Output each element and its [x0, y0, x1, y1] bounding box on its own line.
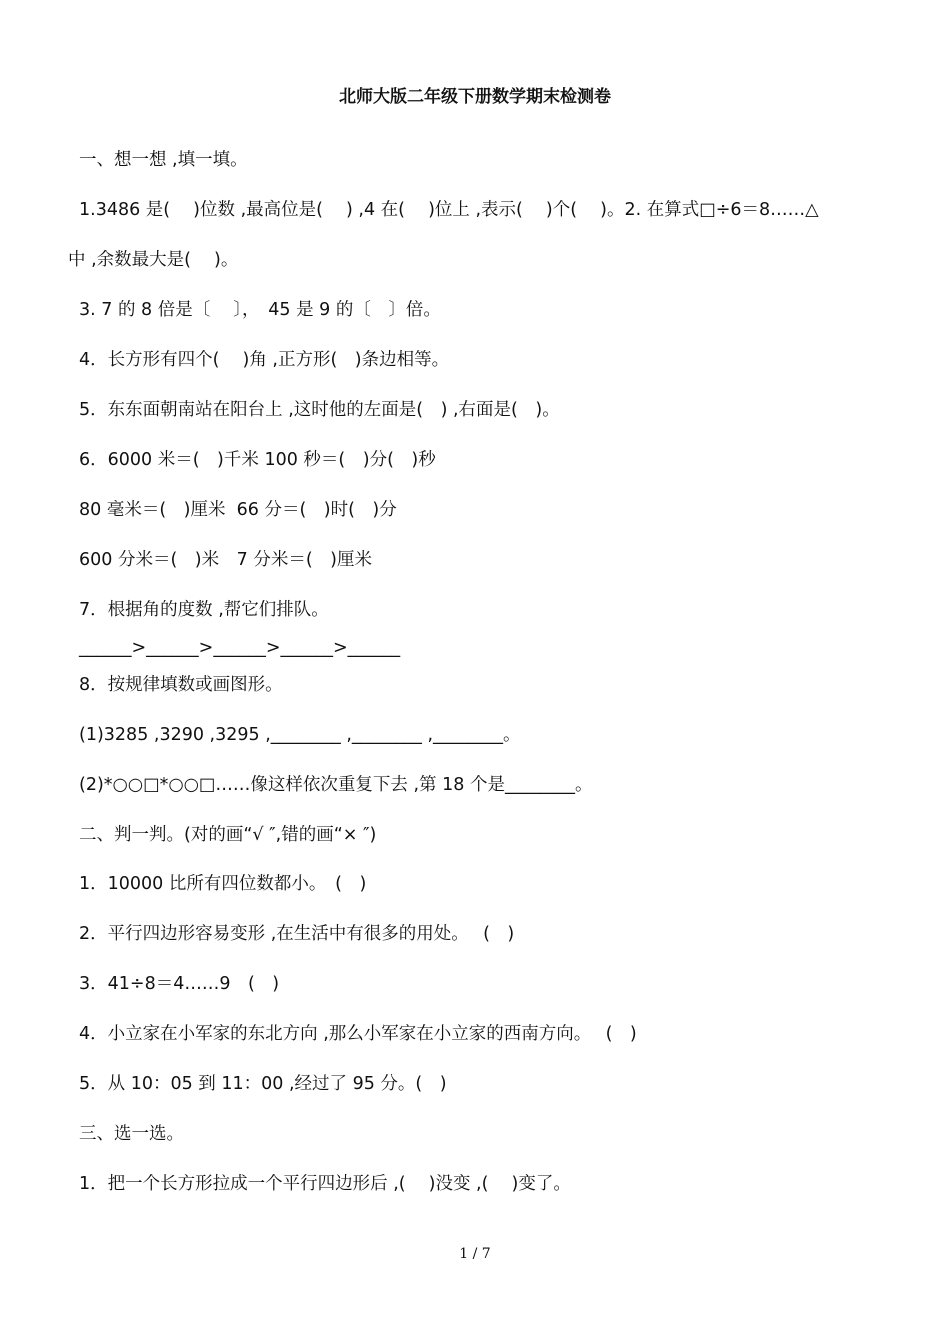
question-1-5: 5．东东面朝南站在阳台上 ,这时他的左面是( ) ,右面是( )。: [79, 400, 560, 420]
question-1-2-cont: 中 ,余数最大是( )。: [68, 250, 239, 270]
question-1-3: 3. 7 的 8 倍是〔 〕， 45 是 9 的〔 〕倍。: [79, 300, 441, 320]
question-1-8: 8．按规律填数或画图形。: [79, 675, 283, 695]
question-2-3: 3．41÷8＝4……9 ( ): [79, 974, 280, 994]
question-1-7: 7．根据角的度数 ,帮它们排队。: [79, 600, 329, 620]
question-2-5: 5．从 10：05 到 11：00 ,经过了 95 分。( ): [79, 1074, 447, 1094]
section-3-heading: 三、选一选。: [79, 1124, 184, 1144]
question-1-8-2: (2)*○○□*○○□……像这样依次重复下去 ,第 18 个是________。: [79, 775, 593, 795]
question-1-8-1: (1)3285 ,3290 ,3295 ,________ ,________ ,________。: [79, 725, 521, 745]
section-2-heading: 二、判一判。(对的画“√ ″,错的画“× ″): [79, 825, 377, 845]
page-title: 北师大版二年级下册数学期末检测卷: [339, 87, 611, 107]
question-1-6c: 600 分米＝( )米 7 分米＝( )厘米: [79, 550, 372, 570]
question-1-7-blanks: ______>______>______>______>______: [79, 638, 401, 658]
question-2-1: 1．10000 比所有四位数都小。 ( ): [79, 874, 367, 894]
question-1-4: 4．长方形有四个( )角 ,正方形( )条边相等。: [79, 350, 450, 370]
question-3-1: 1．把一个长方形拉成一个平行四边形后 ,( )没变 ,( )变了。: [79, 1174, 571, 1194]
section-1-heading: 一、想一想 ,填一填。: [79, 150, 248, 170]
question-1-6a: 6．6000 米＝( )千米 100 秒＝( )分( )秒: [79, 450, 436, 470]
question-2-2: 2．平行四边形容易变形 ,在生活中有很多的用处。 ( ): [79, 924, 515, 944]
question-2-4: 4．小立家在小军家的东北方向 ,那么小军家在小立家的西南方向。 ( ): [79, 1024, 637, 1044]
question-1-1: 1.3486 是( )位数 ,最高位是( ) ,4 在( )位上 ,表示( )个( )。2. 在算式□÷6＝8……△: [79, 200, 819, 220]
page-number: 1 / 7: [459, 1246, 491, 1262]
question-1-6b: 80 毫米＝( )厘米 66 分＝( )时( )分: [79, 500, 397, 520]
